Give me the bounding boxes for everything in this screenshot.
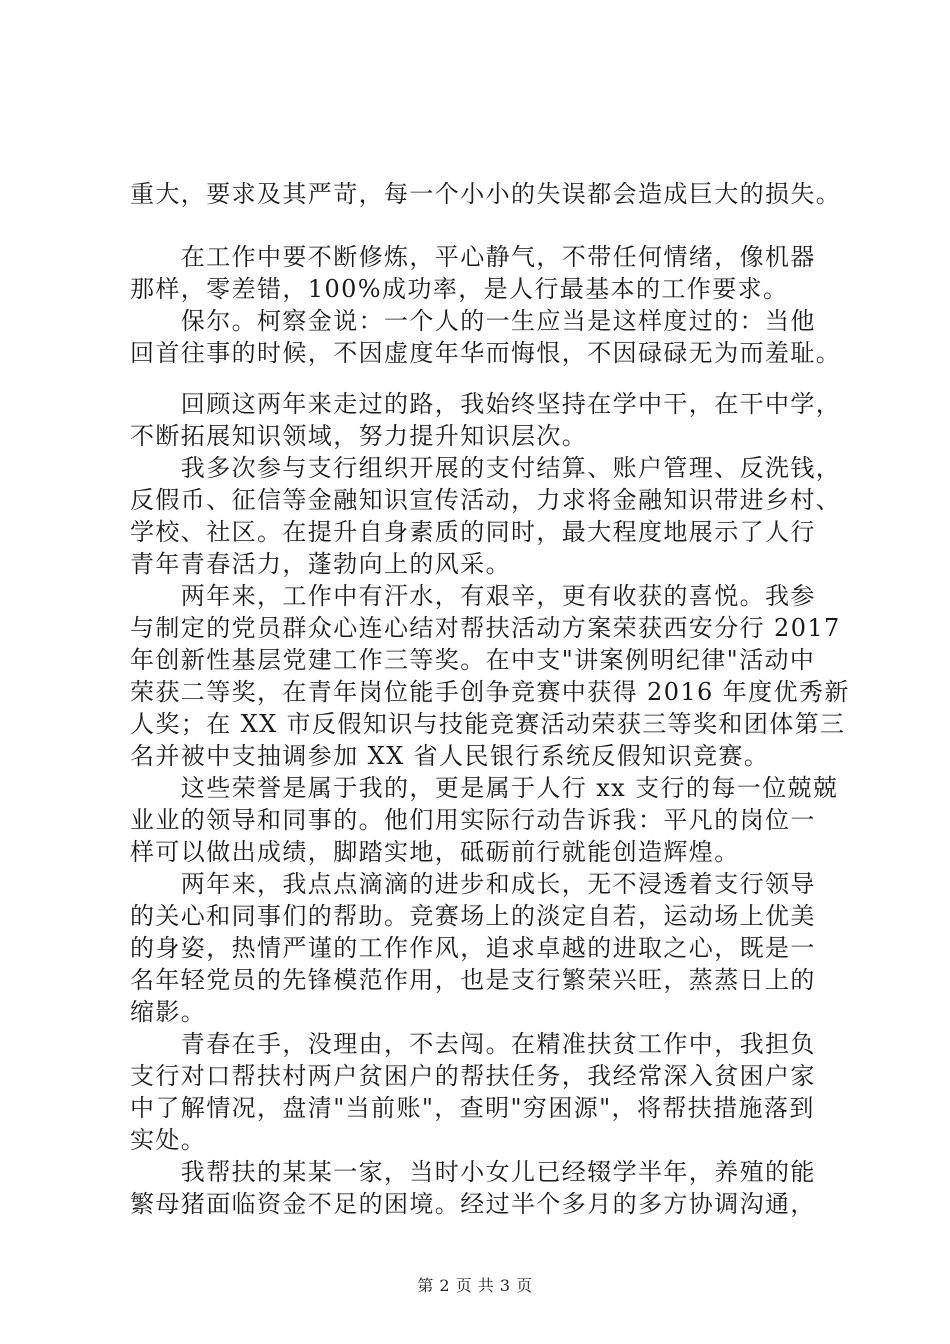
text-line: 荣获二等奖，在青年岗位能手创争竞赛中获得 2016 年度优秀新	[130, 678, 850, 706]
page-number-footer: 第 2 页 共 3 页	[417, 1276, 533, 1295]
paragraph-8	[130, 868, 830, 1028]
text-line: 与制定的党员群众心连心结对帮扶活动方案荣获西安分行 2017	[130, 614, 841, 642]
text-line: 我多次参与支行组织开展的支付结算、账户管理、反洗钱，	[130, 454, 842, 482]
text-line: 回顾这两年来走过的路，我始终坚持在学中干，在干中学，	[130, 390, 842, 418]
text-line: 两年来，工作中有汗水，有艰辛，更有收获的喜悦。我参	[130, 582, 816, 610]
text-line: 反假币、征信等金融知识宣传活动，力求将金融知识带进乡村、	[130, 486, 842, 514]
text-line: 业业的领导和同事的。他们用实际行动告诉我：平凡的岗位一	[130, 806, 816, 834]
text-line: 缩影。	[130, 998, 207, 1026]
text-line: 保尔。柯察金说：一个人的一生应当是这样度过的：当他	[130, 307, 816, 335]
text-line: 在工作中要不断修炼，平心静气，不带任何情绪，像机器	[130, 243, 816, 271]
paragraph-2	[130, 241, 830, 305]
text-line: 那样，零差错，100%成功率，是人行最基本的工作要求。	[130, 275, 789, 303]
text-line: 青春在手，没理由，不去闯。在精准扶贫工作中，我担负	[130, 1030, 816, 1058]
paragraph-3	[130, 305, 842, 369]
text-line: 名并被中支抽调参加 XX 省人民银行系统反假知识竞赛。	[130, 742, 770, 770]
text-line: 重大，要求及其严苛，每一个小小的失误都会造成巨大的损失。	[130, 180, 842, 208]
text-line: 人奖；在 XX 市反假知识与技能竞赛活动荣获三等奖和团体第三	[130, 710, 846, 738]
text-line: 青年青春活力，蓬勃向上的风采。	[130, 550, 511, 578]
paragraph-5	[130, 452, 842, 580]
text-line: 名年轻党员的先锋模范作用，也是支行繁荣兴旺，蒸蒸日上的	[130, 966, 816, 994]
text-line: 不断拓展知识领域，努力提升知识层次。	[130, 422, 588, 450]
text-line: 两年来，我点点滴滴的进步和成长，无不浸透着支行领导	[130, 870, 816, 898]
text-line: 的身姿，热情严谨的工作作风，追求卓越的进取之心，既是一	[130, 934, 816, 962]
text-line: 回首往事的时候，不因虚度年华而悔恨，不因碌碌无为而羞耻。	[130, 339, 842, 367]
text-line: 的关心和同事们的帮助。竞赛场上的淡定自若，运动场上优美	[130, 902, 816, 930]
text-line: 实处。	[130, 1126, 207, 1154]
text-line: 中了解情况，盘清"当前账"，查明"穷困源"，将帮扶措施落到	[130, 1094, 815, 1122]
text-line: 年创新性基层党建工作三等奖。在中支"讲案例明纪律"活动中	[130, 646, 816, 674]
text-line: 样可以做出成绩，脚踏实地，砥砺前行就能创造辉煌。	[130, 838, 740, 866]
text-line: 繁母猪面临资金不足的困境。经过半个多月的多方协调沟通，	[130, 1190, 816, 1218]
text-line: 这些荣誉是属于我的，更是属于人行 xx 支行的每一位兢兢	[130, 774, 839, 802]
paragraph-7	[130, 772, 839, 868]
text-line: 学校、社区。在提升自身素质的同时，最大程度地展示了人行	[130, 518, 816, 546]
text-line: 我帮扶的某某一家，当时小女儿已经辍学半年，养殖的能	[130, 1158, 816, 1186]
paragraph-4	[130, 388, 842, 452]
paragraph-9	[130, 1028, 830, 1156]
paragraph-10	[130, 1156, 830, 1220]
paragraph-1	[130, 178, 842, 210]
text-line: 支行对口帮扶村两户贫困户的帮扶任务，我经常深入贫困户家	[130, 1062, 816, 1090]
paragraph-6	[130, 580, 850, 772]
